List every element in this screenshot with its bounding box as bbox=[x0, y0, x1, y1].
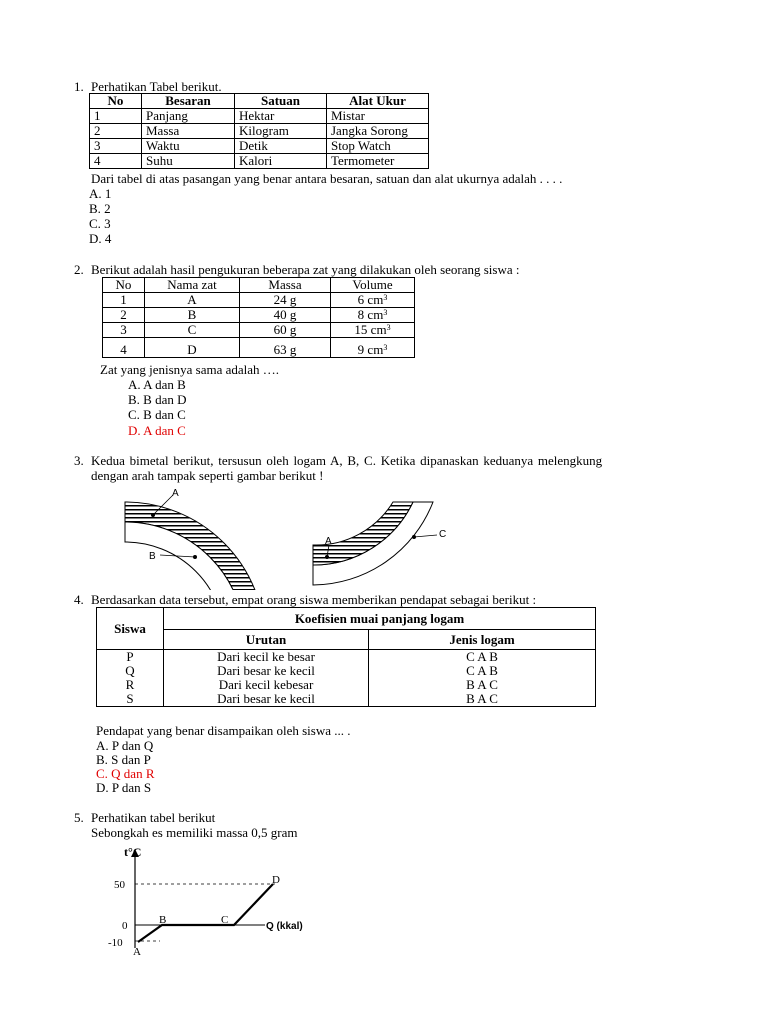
q4-number: 4. bbox=[74, 592, 84, 607]
q3-line2: dengan arah tampak seperti gambar berikut ! bbox=[91, 468, 324, 483]
q1-option-b: B. 2 bbox=[89, 201, 111, 216]
fig1-label-b: B bbox=[149, 551, 156, 562]
q2-cell-volume bbox=[331, 308, 415, 323]
table-row bbox=[103, 308, 415, 323]
table-row bbox=[103, 293, 415, 308]
q2-option-b: B. B dan D bbox=[128, 392, 187, 407]
table-row bbox=[90, 124, 429, 139]
q1-header-besaran: Besaran bbox=[142, 94, 235, 109]
q4-header-siswa: Siswa bbox=[97, 608, 164, 650]
point-label-b: B bbox=[159, 914, 167, 926]
q4-header-koefisien: Koefisien muai panjang logam bbox=[164, 608, 596, 630]
q1-cell: 3 bbox=[90, 139, 142, 154]
q1-cell: 2 bbox=[90, 124, 142, 139]
q1-cell: Suhu bbox=[142, 154, 235, 169]
q4-option-c-answer: C. Q dan R bbox=[96, 766, 155, 781]
q2-number: 2. bbox=[74, 262, 84, 277]
q1-option-c: C. 3 bbox=[89, 216, 111, 231]
q1-cell: Panjang bbox=[142, 109, 235, 124]
q2-cell: 2 bbox=[103, 308, 145, 323]
q2-cell: A bbox=[145, 293, 240, 308]
q2-option-d-answer: D. A dan C bbox=[128, 423, 186, 438]
q1-header-alat: Alat Ukur bbox=[327, 94, 429, 109]
table-row bbox=[97, 678, 596, 692]
q4-cell: P bbox=[97, 650, 164, 665]
q2-header-massa: Massa bbox=[240, 278, 331, 293]
q1-cell: 1 bbox=[90, 109, 142, 124]
point-label-a: A bbox=[133, 946, 141, 958]
superscript: 3 bbox=[383, 308, 388, 317]
q4-cell: B A C bbox=[369, 692, 596, 707]
q1-cell: Kalori bbox=[235, 154, 327, 169]
q2-cell: 4 bbox=[103, 338, 145, 358]
q1-cell: Massa bbox=[142, 124, 235, 139]
table-row bbox=[97, 692, 596, 707]
table-row bbox=[90, 154, 429, 169]
q1-cell: Mistar bbox=[327, 109, 429, 124]
fig1-label-a: A bbox=[172, 488, 179, 499]
q2-cell: 63 g bbox=[240, 338, 331, 358]
x-axis-label: Q (kkal) bbox=[266, 921, 303, 932]
q4-intro: Berdasarkan data tersebut, empat orang siswa memberikan pendapat sebagai berikut : bbox=[91, 592, 537, 607]
superscript: 3 bbox=[386, 323, 391, 332]
q2-cell-volume bbox=[331, 338, 415, 358]
point-label-d: D bbox=[272, 874, 280, 886]
superscript: 3 bbox=[383, 293, 388, 302]
volume-value: 6 cm bbox=[357, 292, 384, 307]
volume-value: 8 cm bbox=[357, 307, 384, 322]
bimetal-figure-1 bbox=[120, 485, 280, 590]
q3-number: 3. bbox=[74, 453, 84, 468]
q4-cell: Dari kecil ke besar bbox=[164, 650, 369, 665]
q4-cell: Q bbox=[97, 664, 164, 678]
q2-header-no: No bbox=[103, 278, 145, 293]
q1-table bbox=[89, 93, 429, 169]
heating-curve bbox=[138, 884, 273, 942]
q2-cell: B bbox=[145, 308, 240, 323]
bimetal-figure-2 bbox=[305, 497, 465, 592]
q1-cell: Termometer bbox=[327, 154, 429, 169]
q4-header-urutan: Urutan bbox=[164, 630, 369, 650]
point-label-c: C bbox=[221, 914, 229, 926]
q4-table bbox=[96, 607, 596, 707]
q3-line1: Kedua bimetal berikut, tersusun oleh logam A, B, C. Ketika dipanaskan keduanya melengkung bbox=[91, 453, 603, 468]
q2-option-a: A. A dan B bbox=[128, 377, 186, 392]
table-row bbox=[103, 323, 415, 338]
volume-value: 15 cm bbox=[354, 322, 387, 337]
q1-cell: Hektar bbox=[235, 109, 327, 124]
q1-intro: Perhatikan Tabel berikut. bbox=[91, 79, 222, 94]
q1-cell: Waktu bbox=[142, 139, 235, 154]
q2-cell: 3 bbox=[103, 323, 145, 338]
q4-question: Pendapat yang benar disampaikan oleh siswa ... . bbox=[96, 723, 351, 738]
table-row bbox=[97, 664, 596, 678]
heating-graph bbox=[100, 840, 340, 960]
y-tick-minus10: -10 bbox=[108, 937, 123, 949]
fig2-label-a: A bbox=[325, 536, 332, 547]
q2-cell-volume bbox=[331, 293, 415, 308]
q2-table bbox=[102, 277, 415, 358]
q2-header-volume: Volume bbox=[331, 278, 415, 293]
q4-option-a: A. P dan Q bbox=[96, 738, 154, 753]
q4-cell: Dari besar ke kecil bbox=[164, 664, 369, 678]
q1-option-d: D. 4 bbox=[89, 231, 112, 246]
volume-value: 9 cm bbox=[357, 342, 384, 357]
fig2-label-c: C bbox=[439, 529, 447, 540]
q5-line2: Sebongkah es memiliki massa 0,5 gram bbox=[91, 825, 298, 840]
y-axis-label: t°C bbox=[124, 845, 142, 859]
q4-cell: B A C bbox=[369, 678, 596, 692]
q4-cell: C A B bbox=[369, 664, 596, 678]
q4-option-d: D. P dan S bbox=[96, 780, 152, 795]
q2-cell: 40 g bbox=[240, 308, 331, 323]
y-tick-50: 50 bbox=[114, 879, 125, 891]
q2-question: Zat yang jenisnya sama adalah …. bbox=[100, 362, 280, 377]
q4-cell: S bbox=[97, 692, 164, 707]
y-tick-0: 0 bbox=[122, 920, 128, 932]
q2-header-nama: Nama zat bbox=[145, 278, 240, 293]
q2-cell: 60 g bbox=[240, 323, 331, 338]
q5-intro: Perhatikan tabel berikut bbox=[91, 810, 216, 825]
superscript: 3 bbox=[383, 343, 388, 352]
q4-option-b: B. S dan P bbox=[96, 752, 151, 767]
q2-cell-volume bbox=[331, 323, 415, 338]
q1-option-a: A. 1 bbox=[89, 186, 112, 201]
q1-header-no: No bbox=[90, 94, 142, 109]
q4-cell: Dari besar ke kecil bbox=[164, 692, 369, 707]
q1-cell: Jangka Sorong bbox=[327, 124, 429, 139]
q4-header-jenis: Jenis logam bbox=[369, 630, 596, 650]
table-row bbox=[90, 109, 429, 124]
q1-cell: Detik bbox=[235, 139, 327, 154]
q5-number: 5. bbox=[74, 810, 84, 825]
q2-cell: C bbox=[145, 323, 240, 338]
q2-option-c: C. B dan C bbox=[128, 407, 186, 422]
table-row bbox=[90, 139, 429, 154]
q1-cell: Kilogram bbox=[235, 124, 327, 139]
table-row bbox=[97, 650, 596, 665]
q2-intro: Berikut adalah hasil pengukuran beberapa zat yang dilakukan oleh seorang siswa : bbox=[91, 262, 520, 277]
q1-cell: 4 bbox=[90, 154, 142, 169]
q1-number: 1. bbox=[74, 79, 84, 94]
q4-cell: R bbox=[97, 678, 164, 692]
q2-cell: 24 g bbox=[240, 293, 331, 308]
q1-cell: Stop Watch bbox=[327, 139, 429, 154]
q1-question: Dari tabel di atas pasangan yang benar antara besaran, satuan dan alat ukurnya adalah . . . . bbox=[91, 171, 563, 186]
q4-cell: C A B bbox=[369, 650, 596, 665]
table-row bbox=[103, 338, 415, 358]
q1-header-satuan: Satuan bbox=[235, 94, 327, 109]
q2-cell: 1 bbox=[103, 293, 145, 308]
q4-cell: Dari kecil kebesar bbox=[164, 678, 369, 692]
q2-cell: D bbox=[145, 338, 240, 358]
